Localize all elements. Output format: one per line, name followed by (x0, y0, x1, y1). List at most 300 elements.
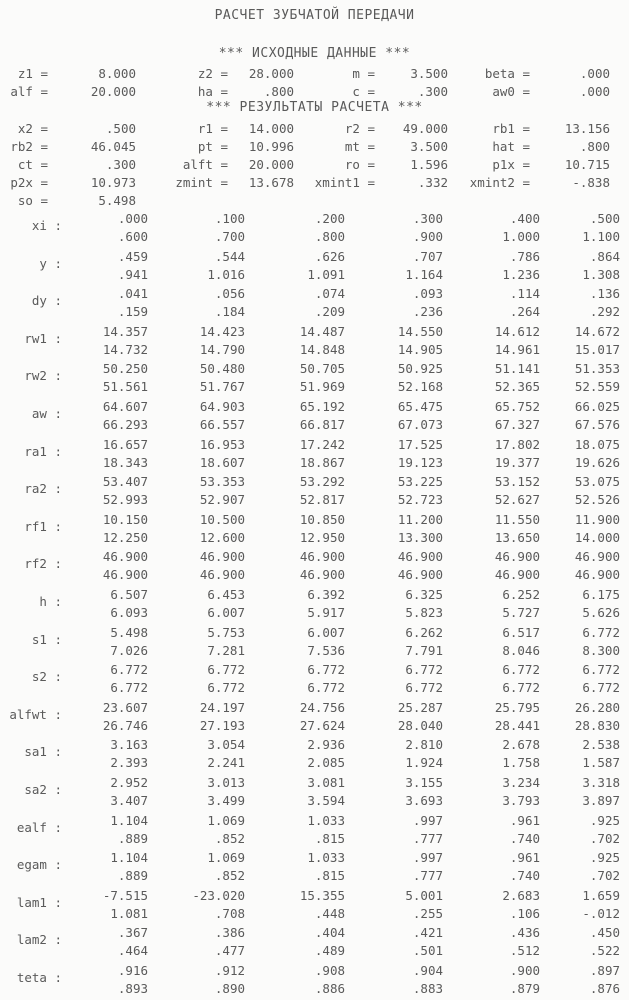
table-cell: 46.900 (102, 567, 148, 583)
table-cell: 66.293 (102, 417, 148, 432)
table-cell: 23.607 (102, 699, 148, 715)
row-label: rw1 : (24, 330, 62, 346)
row-label: s2 : (31, 669, 62, 685)
table-cell: .041 (117, 286, 148, 302)
param-key: mt = (344, 139, 375, 154)
param-value: 1.596 (410, 157, 448, 172)
row-label: ealf : (16, 819, 62, 835)
table-cell: .450 (589, 925, 620, 941)
table-cell: 46.900 (494, 549, 540, 565)
row-label: alfwt : (9, 706, 62, 722)
table-cell: 53.353 (199, 474, 245, 490)
table-cell: .997 (412, 850, 443, 866)
table-cell: 1.016 (207, 266, 245, 282)
table-cell: 6.093 (110, 605, 148, 620)
table-cell: 10.150 (102, 511, 148, 527)
table-cell: 3.318 (582, 775, 620, 790)
table-cell: 46.900 (102, 549, 148, 565)
table-cell: .236 (412, 304, 443, 320)
table-cell: 46.900 (397, 567, 443, 583)
table-cell: 3.163 (110, 737, 148, 753)
table-cell: 6.325 (405, 587, 443, 602)
table-cell: -23.020 (192, 887, 245, 903)
table-cell: 13.650 (494, 529, 540, 545)
table-cell: 50.480 (199, 361, 245, 377)
table-cell: 51.141 (494, 361, 540, 377)
param-value: -.838 (572, 175, 610, 190)
table-cell: .893 (117, 981, 148, 996)
table-cell: 52.627 (494, 492, 540, 508)
table-cell: 6.772 (405, 680, 443, 696)
table-cell: 5.753 (207, 624, 245, 640)
table-cell: .074 (314, 286, 345, 302)
table-cell: 50.925 (397, 361, 443, 377)
table-cell: 14.848 (299, 341, 345, 357)
param-value: 10.715 (564, 157, 610, 172)
row-label: teta : (16, 970, 62, 985)
param-value: .300 (417, 84, 448, 99)
table-cell: 2.936 (307, 737, 345, 753)
table-cell: .400 (509, 211, 540, 226)
table-cell: -.012 (582, 905, 620, 921)
table-cell: 28.441 (494, 717, 540, 733)
table-cell: 5.917 (307, 605, 345, 620)
row-label: sa1 : (24, 744, 62, 760)
table-cell: 52.993 (102, 492, 148, 508)
table-cell: 53.292 (299, 474, 345, 490)
table-cell: 19.123 (397, 454, 443, 470)
table-cell: .883 (412, 981, 443, 996)
table-cell: .852 (214, 830, 245, 846)
table-cell: .961 (509, 812, 540, 828)
table-cell: 3.234 (502, 775, 540, 790)
table-cell: 6.772 (582, 624, 620, 640)
table-cell: 1.033 (307, 812, 345, 828)
table-cell: 19.377 (494, 454, 540, 470)
table-cell: 2.085 (307, 755, 345, 771)
param-key: xmint1 = (314, 175, 375, 190)
table-cell: .114 (509, 286, 540, 302)
table-cell: 18.343 (102, 454, 148, 470)
table-cell: 51.353 (574, 361, 620, 377)
table-cell: 3.081 (307, 775, 345, 790)
table-cell: 13.300 (397, 529, 443, 545)
param-key: pt = (197, 139, 228, 154)
table-cell: .292 (589, 304, 620, 320)
row-label: aw : (31, 406, 62, 421)
param-value: .500 (105, 121, 136, 136)
table-cell: 6.772 (405, 662, 443, 678)
param-key: z2 = (197, 66, 228, 81)
table-cell: .200 (314, 211, 345, 226)
param-key: rb1 = (492, 121, 530, 136)
table-cell: 1.033 (307, 850, 345, 866)
table-cell: 46.900 (574, 567, 620, 583)
table-cell: 52.526 (574, 492, 620, 508)
table-cell: 6.007 (207, 605, 245, 620)
table-cell: 10.850 (299, 511, 345, 527)
table-cell: 14.612 (494, 323, 540, 339)
table-cell: 10.500 (199, 511, 245, 527)
table-cell: 7.791 (405, 642, 443, 658)
table-cell: 1.659 (582, 887, 620, 903)
param-value: 14.000 (248, 121, 294, 136)
param-value: .000 (579, 66, 610, 81)
table-cell: .777 (412, 868, 443, 884)
table-cell: 6.517 (502, 624, 540, 640)
param-key: p1x = (492, 157, 530, 172)
table-cell: .501 (412, 943, 443, 959)
param-key: r1 = (197, 121, 228, 136)
table-cell: 17.242 (299, 436, 345, 452)
table-cell: 46.900 (397, 549, 443, 565)
param-value: 28.000 (248, 66, 294, 81)
param-key: p2x = (10, 175, 48, 190)
table-cell: .100 (214, 211, 245, 226)
param-value: 20.000 (248, 157, 294, 172)
table-cell: 6.252 (502, 587, 540, 602)
table-cell: 14.423 (199, 323, 245, 339)
table-cell: 1.069 (207, 850, 245, 866)
table-cell: 6.772 (307, 680, 345, 696)
table-cell: 52.817 (299, 492, 345, 508)
table-cell: .136 (589, 286, 620, 302)
table-cell: .707 (412, 248, 443, 264)
table-cell: 1.236 (502, 266, 540, 282)
param-key: beta = (484, 66, 530, 81)
table-cell: 14.550 (397, 323, 443, 339)
row-label: rw2 : (24, 368, 62, 384)
table-cell: 6.772 (307, 662, 345, 678)
table-cell: .876 (589, 981, 620, 996)
table-cell: 52.365 (494, 379, 540, 395)
table-cell: 17.525 (397, 436, 443, 452)
table-cell: .886 (314, 981, 345, 996)
table-cell: 3.594 (307, 793, 345, 808)
table-cell: 46.900 (574, 549, 620, 565)
table-cell: .436 (509, 925, 540, 941)
table-cell: .700 (214, 229, 245, 244)
table-cell: 14.790 (199, 341, 245, 357)
row-label: h : (39, 594, 62, 609)
table-cell: .512 (509, 943, 540, 959)
table-cell: .740 (509, 830, 540, 846)
table-cell: .916 (117, 963, 148, 978)
table-cell: .209 (314, 304, 345, 320)
table-cell: 1.104 (110, 812, 148, 828)
table-cell: 6.772 (110, 680, 148, 696)
table-cell: .997 (412, 812, 443, 828)
table-cell: 1.758 (502, 755, 540, 771)
table-cell: .000 (117, 211, 148, 226)
param-value: 10.996 (248, 139, 294, 154)
table-cell: .386 (214, 925, 245, 941)
input-section-header: *** ИСХОДНЫЕ ДАННЫЕ *** (218, 46, 411, 61)
table-cell: 67.576 (574, 417, 620, 432)
table-cell: 64.607 (102, 399, 148, 414)
row-label: lam2 : (16, 932, 62, 948)
table-cell: .093 (412, 286, 443, 302)
table-cell: 6.772 (502, 662, 540, 678)
row-label: egam : (16, 857, 62, 873)
param-value: 8.000 (98, 66, 136, 81)
table-cell: 17.802 (494, 436, 540, 452)
table-cell: .300 (412, 211, 443, 226)
table-cell: 5.823 (405, 605, 443, 620)
table-cell: 14.487 (299, 323, 345, 339)
table-cell: 3.793 (502, 793, 540, 808)
table-cell: 5.498 (110, 624, 148, 640)
table-cell: 14.357 (102, 323, 148, 339)
table-cell: 2.393 (110, 755, 148, 771)
table-cell: .908 (314, 963, 345, 978)
param-value: .300 (105, 157, 136, 172)
table-cell: .925 (589, 850, 620, 866)
table-cell: 1.100 (582, 229, 620, 244)
row-label: ra2 : (24, 481, 62, 497)
table-cell: 6.392 (307, 587, 345, 602)
table-cell: .421 (412, 925, 443, 941)
table-cell: 6.772 (207, 662, 245, 678)
table-cell: 2.241 (207, 755, 245, 771)
table-cell: .264 (509, 304, 540, 320)
table-cell: .702 (589, 868, 620, 884)
param-key: xmint2 = (469, 175, 530, 190)
table-cell: 5.001 (405, 887, 443, 903)
param-value: 49.000 (402, 121, 448, 136)
table-cell: .925 (589, 812, 620, 828)
table-cell: .708 (214, 905, 245, 921)
table-cell: 67.327 (494, 417, 540, 432)
table-cell: 6.772 (582, 662, 620, 678)
table-cell: 24.197 (199, 699, 245, 715)
table-cell: .864 (589, 248, 620, 264)
row-label: xi : (31, 218, 62, 233)
table-cell: 46.900 (199, 567, 245, 583)
table-cell: 11.900 (574, 511, 620, 527)
table-cell: 15.355 (299, 887, 345, 903)
table-cell: .106 (509, 905, 540, 921)
table-cell: 28.040 (397, 717, 443, 733)
table-cell: 65.192 (299, 399, 345, 414)
table-cell: .255 (412, 905, 443, 921)
row-label: lam1 : (16, 894, 62, 910)
table-cell: 12.250 (102, 529, 148, 545)
table-cell: 51.767 (199, 379, 245, 395)
table-cell: 2.952 (110, 775, 148, 790)
param-value: 46.045 (90, 139, 136, 154)
table-cell: .500 (589, 211, 620, 226)
table-cell: 28.830 (574, 717, 620, 733)
table-cell: .777 (412, 830, 443, 846)
table-cell: 6.772 (207, 680, 245, 696)
table-cell: 46.900 (199, 549, 245, 565)
param-key: ha = (197, 84, 228, 99)
table-cell: 6.007 (307, 624, 345, 640)
table-cell: 65.752 (494, 399, 540, 414)
row-label: rf1 : (24, 518, 62, 534)
table-cell: .544 (214, 248, 245, 264)
table-cell: .904 (412, 963, 443, 978)
param-key: zmint = (175, 175, 228, 190)
table-cell: .522 (589, 943, 620, 959)
table-cell: 53.407 (102, 474, 148, 490)
table-cell: 6.772 (502, 680, 540, 696)
table-cell: .889 (117, 830, 148, 846)
table-cell: .626 (314, 248, 345, 264)
table-cell: 5.626 (582, 605, 620, 620)
table-cell: 14.732 (102, 341, 148, 357)
table-cell: .464 (117, 943, 148, 959)
table-cell: 15.017 (574, 341, 620, 357)
table-cell: 16.657 (102, 436, 148, 452)
table-cell: 53.225 (397, 474, 443, 490)
table-cell: 1.924 (405, 755, 443, 771)
table-cell: 1.164 (405, 266, 443, 282)
table-cell: 3.407 (110, 793, 148, 808)
table-cell: 3.054 (207, 737, 245, 753)
table-cell: 1.069 (207, 812, 245, 828)
table-cell: 18.607 (199, 454, 245, 470)
param-key: x2 = (17, 121, 48, 136)
table-cell: 5.727 (502, 605, 540, 620)
table-cell: 18.075 (574, 436, 620, 452)
param-value: .000 (579, 84, 610, 99)
table-cell: .889 (117, 868, 148, 884)
param-value: 3.500 (410, 139, 448, 154)
table-cell: .184 (214, 304, 245, 320)
table-cell: 53.152 (494, 474, 540, 490)
table-cell: 14.905 (397, 341, 443, 357)
param-value: 10.973 (90, 175, 136, 190)
table-cell: .489 (314, 943, 345, 959)
row-label: sa2 : (24, 782, 62, 797)
table-cell: .800 (314, 229, 345, 244)
table-cell: 3.013 (207, 775, 245, 790)
table-cell: 52.723 (397, 492, 443, 508)
table-cell: .941 (117, 266, 148, 282)
table-cell: 7.536 (307, 642, 345, 658)
table-cell: 2.538 (582, 737, 620, 753)
table-cell: .367 (117, 925, 148, 941)
table-cell: 6.772 (582, 680, 620, 696)
table-cell: 46.900 (299, 549, 345, 565)
table-cell: 24.756 (299, 699, 345, 715)
table-cell: .056 (214, 286, 245, 302)
row-label: dy : (31, 293, 62, 309)
param-key: hat = (492, 139, 530, 154)
table-cell: 14.000 (574, 529, 620, 545)
table-cell: .477 (214, 943, 245, 959)
table-cell: 26.746 (102, 717, 148, 733)
table-cell: 65.475 (397, 399, 443, 414)
table-cell: 3.693 (405, 793, 443, 808)
table-cell: 26.280 (574, 699, 620, 715)
param-value: 20.000 (90, 84, 136, 99)
param-key: z1 = (17, 66, 48, 81)
table-cell: 14.961 (494, 341, 540, 357)
table-cell: .448 (314, 905, 345, 921)
table-cell: .740 (509, 868, 540, 884)
table-cell: .600 (117, 229, 148, 244)
table-cell: 11.200 (397, 511, 443, 527)
table-cell: 6.772 (110, 662, 148, 678)
table-cell: 11.550 (494, 511, 540, 527)
param-key: c = (352, 84, 375, 99)
table-cell: 6.262 (405, 624, 443, 640)
table-cell: 6.175 (582, 587, 620, 602)
table-cell: 18.867 (299, 454, 345, 470)
table-cell: 1.587 (582, 755, 620, 771)
table-cell: 27.193 (199, 717, 245, 733)
table-cell: 52.907 (199, 492, 245, 508)
table-cell: 1.104 (110, 850, 148, 866)
table-cell: 2.810 (405, 737, 443, 753)
param-key: ro = (344, 157, 375, 172)
table-cell: .159 (117, 304, 148, 320)
table-cell: .815 (314, 868, 345, 884)
table-cell: 53.075 (574, 474, 620, 490)
param-key: aw0 = (492, 84, 530, 99)
param-key: r2 = (344, 121, 375, 136)
table-cell: .912 (214, 963, 245, 978)
table-cell: .815 (314, 830, 345, 846)
document-title: РАСЧЕТ ЗУБЧАТОЙ ПЕРЕДАЧИ (214, 8, 415, 23)
table-cell: 51.561 (102, 379, 148, 395)
table-cell: 1.091 (307, 266, 345, 282)
param-key: rb2 = (10, 139, 48, 154)
table-cell: 64.903 (199, 399, 245, 414)
param-value: 5.498 (98, 193, 136, 208)
table-cell: 3.499 (207, 793, 245, 808)
table-cell: 46.900 (299, 567, 345, 583)
table-cell: 67.073 (397, 417, 443, 432)
table-cell: .852 (214, 868, 245, 884)
table-cell: .897 (589, 963, 620, 978)
table-cell: .702 (589, 830, 620, 846)
param-key: so = (17, 193, 48, 208)
table-cell: .900 (412, 229, 443, 244)
table-cell: 52.168 (397, 379, 443, 395)
table-cell: .786 (509, 248, 540, 264)
table-cell: 12.600 (199, 529, 245, 545)
table-cell: .890 (214, 981, 245, 996)
param-value: 3.500 (410, 66, 448, 81)
table-cell: -7.515 (102, 887, 148, 903)
param-value: 13.678 (248, 175, 294, 190)
param-value: .800 (579, 139, 610, 154)
param-key: m = (352, 66, 375, 81)
param-key: alft = (182, 157, 228, 172)
table-cell: .879 (509, 981, 540, 996)
table-cell: 8.046 (502, 642, 540, 658)
table-cell: 19.626 (574, 454, 620, 470)
param-value: .332 (417, 175, 448, 190)
table-cell: 66.025 (574, 399, 620, 414)
results-section-header: *** РЕЗУЛЬТАТЫ РАСЧЕТА *** (206, 100, 423, 115)
table-cell: 14.672 (574, 323, 620, 339)
table-cell: 1.081 (110, 905, 148, 921)
table-cell: 1.000 (502, 229, 540, 244)
table-cell: 1.308 (582, 266, 620, 282)
row-label: s1 : (31, 631, 62, 647)
table-cell: .404 (314, 925, 345, 941)
table-cell: 25.287 (397, 699, 443, 715)
table-cell: 16.953 (199, 436, 245, 452)
table-cell: 6.453 (207, 587, 245, 602)
table-cell: 3.897 (582, 793, 620, 808)
table-cell: 46.900 (494, 567, 540, 583)
